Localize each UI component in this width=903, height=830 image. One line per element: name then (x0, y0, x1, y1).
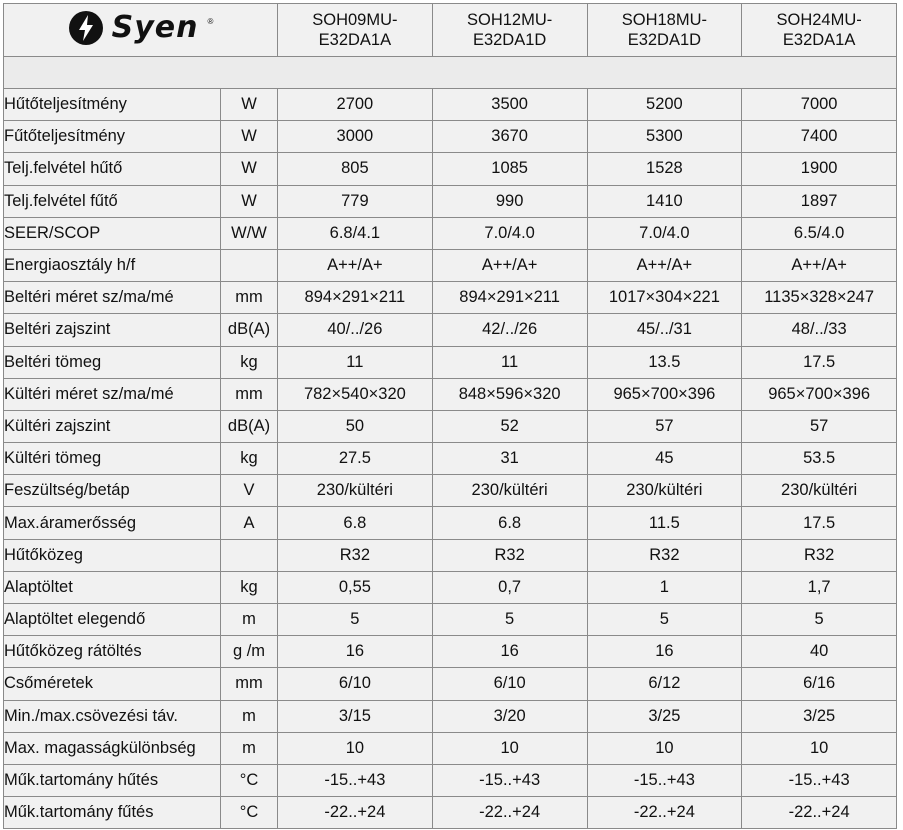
value-cell: R32 (742, 539, 897, 571)
table-row (4, 410, 897, 442)
value-cell: 16 (432, 636, 587, 668)
value-cell: 3/25 (587, 700, 742, 732)
value-cell: 11 (278, 346, 433, 378)
value-cell: 6.8/4.1 (278, 217, 433, 249)
spec-table-body (4, 4, 897, 829)
value-cell: -15..+43 (432, 764, 587, 796)
row-unit: kg (221, 443, 278, 475)
logo-cell (4, 4, 278, 57)
value-cell: 10 (742, 732, 897, 764)
value-cell: 10 (432, 732, 587, 764)
spacer-cell (4, 57, 897, 89)
value-cell: 7000 (742, 89, 897, 121)
value-cell: 1,7 (742, 571, 897, 603)
table-row (4, 475, 897, 507)
row-label: Telj.felvétel fűtő (4, 185, 221, 217)
row-unit: °C (221, 797, 278, 829)
table-row (4, 636, 897, 668)
value-cell: 31 (432, 443, 587, 475)
row-unit: m (221, 732, 278, 764)
registered-mark: ® (207, 17, 214, 26)
value-cell: 1135×328×247 (742, 282, 897, 314)
table-row (4, 668, 897, 700)
row-label: Beltéri tömeg (4, 346, 221, 378)
row-label: Hűtőteljesítmény (4, 89, 221, 121)
row-label: Max. magasságkülönbség (4, 732, 221, 764)
value-cell: 40/../26 (278, 314, 433, 346)
value-cell: 6/12 (587, 668, 742, 700)
value-cell: 11 (432, 346, 587, 378)
value-cell: 57 (742, 410, 897, 442)
value-cell: 1897 (742, 185, 897, 217)
value-cell: 1085 (432, 153, 587, 185)
table-row (4, 314, 897, 346)
value-cell: -15..+43 (278, 764, 433, 796)
value-cell: 5200 (587, 89, 742, 121)
row-label: Energiaosztály h/f (4, 249, 221, 281)
table-row (4, 604, 897, 636)
row-unit: A (221, 507, 278, 539)
table-row (4, 121, 897, 153)
row-unit: mm (221, 282, 278, 314)
row-label: Feszültség/betáp (4, 475, 221, 507)
row-unit: dB(A) (221, 314, 278, 346)
table-row (4, 153, 897, 185)
model-header: SOH09MU- E32DA1A (278, 4, 433, 57)
value-cell: R32 (587, 539, 742, 571)
value-cell: 0,7 (432, 571, 587, 603)
value-cell: 3670 (432, 121, 587, 153)
row-label: Kültéri méret sz/ma/mé (4, 378, 221, 410)
value-cell: -22..+24 (587, 797, 742, 829)
value-cell: 10 (278, 732, 433, 764)
table-row (4, 346, 897, 378)
value-cell: 230/kültéri (278, 475, 433, 507)
brand-name: Syen (111, 10, 199, 45)
value-cell: A++/A+ (278, 249, 433, 281)
row-label: Min./max.csövezési táv. (4, 700, 221, 732)
value-cell: 805 (278, 153, 433, 185)
table-row (4, 797, 897, 829)
row-unit: dB(A) (221, 410, 278, 442)
table-row (4, 185, 897, 217)
value-cell: 3000 (278, 121, 433, 153)
value-cell: 3500 (432, 89, 587, 121)
value-cell: 3/25 (742, 700, 897, 732)
value-cell: 5 (587, 604, 742, 636)
value-cell: 6/10 (278, 668, 433, 700)
value-cell: 230/kültéri (587, 475, 742, 507)
row-unit: g /m (221, 636, 278, 668)
table-row (4, 89, 897, 121)
table-row (4, 217, 897, 249)
value-cell: 6.5/4.0 (742, 217, 897, 249)
row-unit: m (221, 604, 278, 636)
value-cell: 52 (432, 410, 587, 442)
row-unit: kg (221, 346, 278, 378)
value-cell: 965×700×396 (587, 378, 742, 410)
value-cell: 42/../26 (432, 314, 587, 346)
row-unit: W (221, 121, 278, 153)
value-cell: 5300 (587, 121, 742, 153)
value-cell: 7400 (742, 121, 897, 153)
power-bolt-icon (68, 10, 104, 46)
value-cell: 782×540×320 (278, 378, 433, 410)
row-label: Műk.tartomány hűtés (4, 764, 221, 796)
value-cell: 3/20 (432, 700, 587, 732)
value-cell: -22..+24 (742, 797, 897, 829)
value-cell: 6.8 (432, 507, 587, 539)
value-cell: 779 (278, 185, 433, 217)
table-row (4, 282, 897, 314)
value-cell: 894×291×211 (432, 282, 587, 314)
row-label: Alaptöltet (4, 571, 221, 603)
row-unit: mm (221, 378, 278, 410)
value-cell: 2700 (278, 89, 433, 121)
table-row (4, 571, 897, 603)
value-cell: R32 (432, 539, 587, 571)
value-cell: -22..+24 (278, 797, 433, 829)
value-cell: R32 (278, 539, 433, 571)
row-label: Csőméretek (4, 668, 221, 700)
spec-table (3, 3, 897, 829)
row-label: Műk.tartomány fűtés (4, 797, 221, 829)
row-unit: m (221, 700, 278, 732)
value-cell: A++/A+ (432, 249, 587, 281)
row-label: Hűtőközeg (4, 539, 221, 571)
value-cell: 7.0/4.0 (587, 217, 742, 249)
row-unit: W (221, 153, 278, 185)
value-cell: -15..+43 (587, 764, 742, 796)
row-label: Max.áramerősség (4, 507, 221, 539)
table-row (4, 249, 897, 281)
row-unit: mm (221, 668, 278, 700)
value-cell: 27.5 (278, 443, 433, 475)
row-unit: W/W (221, 217, 278, 249)
row-label: Beltéri zajszint (4, 314, 221, 346)
value-cell: 0,55 (278, 571, 433, 603)
row-unit: V (221, 475, 278, 507)
row-label: Hűtőközeg rátöltés (4, 636, 221, 668)
value-cell: 53.5 (742, 443, 897, 475)
value-cell: 1528 (587, 153, 742, 185)
row-unit: W (221, 185, 278, 217)
spacer-row (4, 57, 897, 89)
value-cell: A++/A+ (587, 249, 742, 281)
value-cell: 230/kültéri (742, 475, 897, 507)
value-cell: 1 (587, 571, 742, 603)
value-cell: 45 (587, 443, 742, 475)
row-label: Fűtőteljesítmény (4, 121, 221, 153)
value-cell: 57 (587, 410, 742, 442)
row-unit (221, 249, 278, 281)
value-cell: 6/16 (742, 668, 897, 700)
row-label: Telj.felvétel hűtő (4, 153, 221, 185)
row-unit: kg (221, 571, 278, 603)
table-row (4, 507, 897, 539)
row-label: Alaptöltet elegendő (4, 604, 221, 636)
value-cell: 1410 (587, 185, 742, 217)
row-unit: W (221, 89, 278, 121)
model-header: SOH24MU- E32DA1A (742, 4, 897, 57)
table-row (4, 700, 897, 732)
row-unit (221, 539, 278, 571)
value-cell: 990 (432, 185, 587, 217)
table-row (4, 378, 897, 410)
value-cell: 6.8 (278, 507, 433, 539)
value-cell: -22..+24 (432, 797, 587, 829)
value-cell: 48/../33 (742, 314, 897, 346)
value-cell: 50 (278, 410, 433, 442)
row-unit: °C (221, 764, 278, 796)
value-cell: 965×700×396 (742, 378, 897, 410)
value-cell: -15..+43 (742, 764, 897, 796)
row-label: Beltéri méret sz/ma/mé (4, 282, 221, 314)
value-cell: 40 (742, 636, 897, 668)
value-cell: 45/../31 (587, 314, 742, 346)
value-cell: 6/10 (432, 668, 587, 700)
value-cell: 230/kültéri (432, 475, 587, 507)
value-cell: 17.5 (742, 507, 897, 539)
value-cell: 3/15 (278, 700, 433, 732)
value-cell: 10 (587, 732, 742, 764)
value-cell: 5 (742, 604, 897, 636)
value-cell: 7.0/4.0 (432, 217, 587, 249)
value-cell: 16 (587, 636, 742, 668)
row-label: Kültéri zajszint (4, 410, 221, 442)
value-cell: 5 (432, 604, 587, 636)
value-cell: 16 (278, 636, 433, 668)
row-label: Kültéri tömeg (4, 443, 221, 475)
value-cell: 1900 (742, 153, 897, 185)
value-cell: A++/A+ (742, 249, 897, 281)
brand-logo (68, 10, 214, 46)
row-label: SEER/SCOP (4, 217, 221, 249)
value-cell: 848×596×320 (432, 378, 587, 410)
model-header: SOH12MU- E32DA1D (432, 4, 587, 57)
value-cell: 11.5 (587, 507, 742, 539)
table-row (4, 539, 897, 571)
value-cell: 5 (278, 604, 433, 636)
table-row (4, 443, 897, 475)
table-row (4, 732, 897, 764)
value-cell: 894×291×211 (278, 282, 433, 314)
table-row (4, 764, 897, 796)
value-cell: 13.5 (587, 346, 742, 378)
header-row (4, 4, 897, 57)
model-header: SOH18MU- E32DA1D (587, 4, 742, 57)
value-cell: 17.5 (742, 346, 897, 378)
value-cell: 1017×304×221 (587, 282, 742, 314)
